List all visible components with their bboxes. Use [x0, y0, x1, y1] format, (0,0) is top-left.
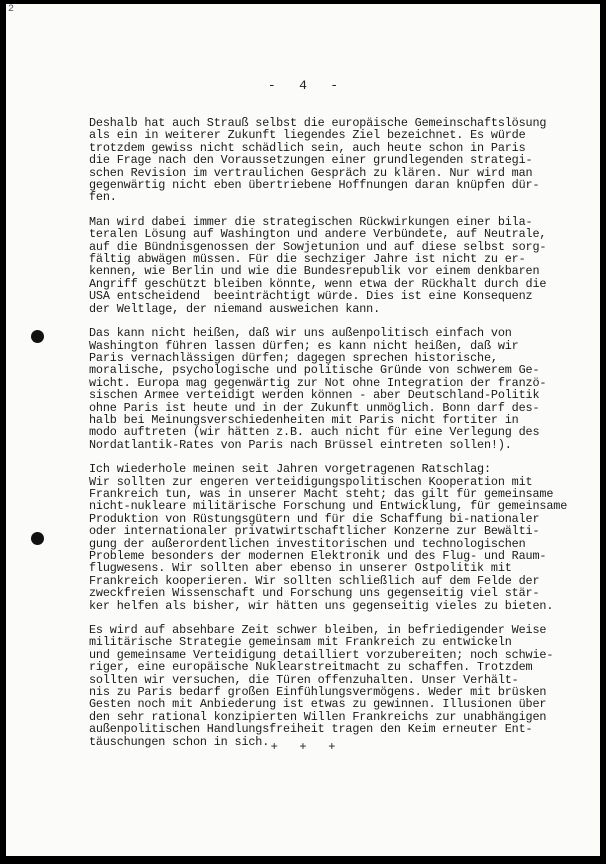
- text-line: und gemeinsame Verteidigung detailliert vorzubereiten; noch schwie-: [89, 647, 554, 662]
- text-line: fen.: [89, 190, 117, 205]
- text-line: den sehr rational konzipierten Willen Frankreichs zur unabhängigen: [89, 709, 547, 724]
- document-page: [6, 4, 600, 856]
- paragraph-1: [89, 117, 589, 204]
- text-line: teralen Lösung auf Washington und andere Verbündete, auf Neutrale,: [89, 227, 547, 242]
- text-line: fältig abwägen müssen. Für die sechziger Jahre ist nicht zu er-: [89, 252, 526, 267]
- text-line: Das kann nicht heißen, daß wir uns außenpolitisch einfach von: [89, 326, 512, 341]
- text-line: trotzdem gewiss nicht schädlich sein, auch heute schon in Paris: [89, 140, 526, 155]
- text-line: Gesten noch mit Anbiederung ist etwas zu gewinnen. Illusionen über: [89, 697, 547, 712]
- text-line: zweckfreien Wissenschaft und Forschung uns gegenseitig viel stär-: [89, 586, 540, 601]
- text-line: die Frage nach den Voraussetzungen einer grundlegenden strategi-: [89, 153, 533, 168]
- text-line: Paris vernachlässigen dürfen; dagegen sprechen historische,: [89, 350, 498, 365]
- text-line: ohne Paris ist heute und in der Zukunft unmöglich. Bonn darf des-: [89, 400, 540, 415]
- text-line: gung der außerordentlichen investitorischen und technologischen: [89, 536, 526, 551]
- text-line: Frankreich tun, was in unserer Macht steht; das gilt für gemeinsame: [89, 486, 554, 501]
- text-line: USA entscheidend beeinträchtigt würde. Dies ist eine Konsequenz: [89, 289, 533, 304]
- text-line: moralische, psychologische und politische Gründe von schwerem Ge-: [89, 363, 540, 378]
- body-text: [89, 117, 589, 760]
- paragraph-3: [89, 327, 589, 451]
- text-line: Angriff geschützt bleiben könnte, wenn etwa der Rückhalt durch die: [89, 276, 547, 291]
- text-line: kennen, wie Berlin und wie die Bundesrepublik vor einem denkbaren: [89, 264, 540, 279]
- text-line: nicht-nukleare militärische Forschung und Entwicklung, für gemeinsame: [89, 499, 568, 514]
- text-line: modo auftreten (wir hätten z.B. auch nicht für eine Verlegung des: [89, 425, 540, 440]
- text-line: täuschungen schon in sich.: [89, 734, 270, 749]
- text-line: oder internationaler privatwirtschaftlicher Konzerne zur Bewälti-: [89, 524, 540, 539]
- page-number: - 4 -: [267, 78, 339, 93]
- punch-hole: [31, 532, 44, 545]
- text-line: Ich wiederhole meinen seit Jahren vorgetragenen Ratschlag:: [89, 462, 491, 477]
- text-line: nis zu Paris bedarf großen Einfühlungsvermögens. Weder mit brüsken: [89, 685, 547, 700]
- text-line: auf die Bündnisgenossen der Sowjetunion und auf diese selbst sorg-: [89, 239, 547, 254]
- text-line: Probleme besonders der modernen Elektronik und des Flug- und Raum-: [89, 549, 547, 563]
- text-line: militärische Strategie gemeinsam mit Frankreich zu entwickeln: [89, 635, 512, 650]
- text-line: als ein in weiterer Zukunft liegendes Ziel bezeichnet. Es würde: [89, 128, 526, 143]
- punch-hole: [31, 330, 44, 343]
- text-line: halb bei Meinungsverschiedenheiten mit Paris nicht fortiter in: [89, 412, 519, 427]
- end-marks: + + +: [270, 740, 336, 754]
- text-line: außenpolitischen Handlungsfreiheit tragen den Keim erneuter Ent-: [89, 722, 533, 737]
- text-line: Frankreich kooperieren. Wir sollten schließlich auf dem Felde der: [89, 573, 540, 588]
- text-line: Washington führen lassen dürfen; es kann nicht heißen, daß wir: [89, 338, 519, 353]
- paragraph-5: [89, 624, 589, 748]
- text-line: Produktion von Rüstungsgütern und für die Schaffung bi-nationaler: [89, 511, 540, 526]
- text-line: sischen Armee verteidigt werden können - aber Deutschland-Politik: [89, 388, 540, 403]
- paragraph-2: [89, 216, 589, 315]
- text-line: Wir sollten zur engeren verteidigungspolitischen Kooperation mit: [89, 474, 533, 489]
- text-line: Es wird auf absehbare Zeit schwer bleiben, in befriedigender Weise: [89, 623, 547, 638]
- corner-mark: 2: [8, 4, 15, 15]
- text-line: wicht. Europa mag gegenwärtig zur Not ohne Integration der franzö-: [89, 375, 547, 390]
- text-line: flugwesens. Wir sollten aber ebenso in unserer Ostpolitik mit: [89, 561, 512, 576]
- text-line: ker helfen als bisher, wir hätten uns gegenseitig vieles zu bieten.: [89, 598, 554, 613]
- paragraph-4: [89, 463, 589, 612]
- text-line: schen Revision im vertraulichen Gespräch zu klären. Nur wird man: [89, 165, 533, 180]
- text-line: gegenwärtig nicht eben übertriebene Hoffnungen daran knüpfen dür-: [89, 178, 540, 193]
- text-line: Man wird dabei immer die strategischen Rückwirkungen einer bila-: [89, 214, 533, 229]
- text-line: Deshalb hat auch Strauß selbst die europäische Gemeinschaftslösung: [89, 116, 547, 130]
- text-line: sollten wir versuchen, die Türen offenzuhalten. Unser Verhält-: [89, 672, 519, 687]
- text-line: riger, eine europäische Nuklearstreitmacht zu schaffen. Trotzdem: [89, 660, 533, 675]
- text-line: der Weltlage, der niemand ausweichen kann.: [89, 301, 381, 316]
- text-line: Nordatlantik-Rates von Paris nach Brüssel eintreten sollen!).: [89, 437, 512, 452]
